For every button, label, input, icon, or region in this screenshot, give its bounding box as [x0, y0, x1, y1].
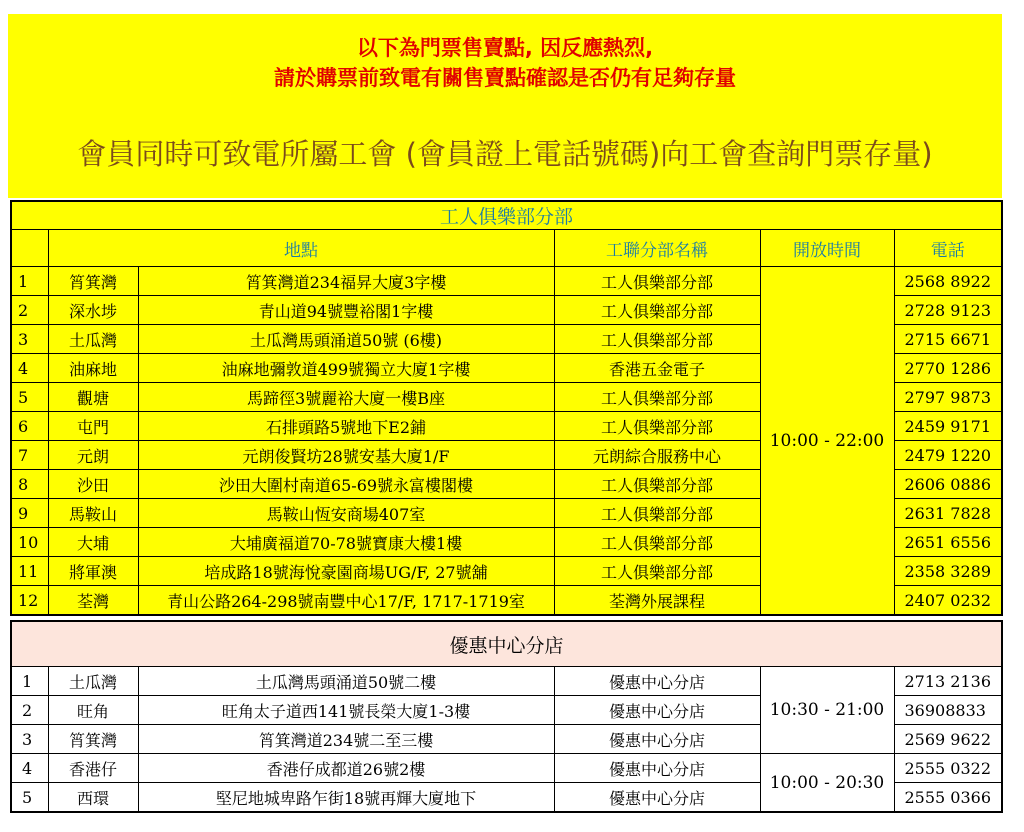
district-cell: 土瓜灣	[48, 325, 138, 354]
address-cell: 青山公路264-298號南豐中心17/F, 1717-1719室	[138, 586, 554, 616]
opening-hours-cell: 10:30 - 21:00	[760, 667, 894, 754]
district-cell: 油麻地	[48, 354, 138, 383]
phone-cell: 2770 1286	[894, 354, 1002, 383]
discount-section-title: 優惠中心分店	[11, 621, 1002, 667]
phone-cell: 2555 0366	[894, 783, 1002, 813]
branch-cell: 工人俱樂部分部	[554, 528, 760, 557]
row-number: 12	[11, 586, 48, 616]
row-number: 2	[11, 696, 48, 725]
table-row	[11, 667, 1002, 696]
club-branches-table	[10, 200, 1003, 616]
address-cell: 筲箕灣道234號二至三樓	[138, 725, 554, 754]
phone-cell: 2555 0322	[894, 754, 1002, 783]
opening-hours-cell: 10:00 - 20:30	[760, 754, 894, 813]
district-cell: 荃灣	[48, 586, 138, 616]
branch-cell: 工人俱樂部分部	[554, 470, 760, 499]
opening-hours-cell: 10:00 - 22:00	[760, 267, 894, 616]
notice-line-2: 請於購票前致電有關售賣點確認是否仍有足夠存量	[274, 66, 736, 90]
notice-banner	[8, 14, 1002, 198]
branch-cell: 優惠中心分店	[554, 667, 760, 696]
district-cell: 將軍澳	[48, 557, 138, 586]
address-cell: 青山道94號豐裕閣1字樓	[138, 296, 554, 325]
club-section-title: 工人俱樂部分部	[11, 201, 1002, 230]
branch-cell: 工人俱樂部分部	[554, 296, 760, 325]
address-cell: 油麻地彌敦道499號獨立大廈1字樓	[138, 354, 554, 383]
row-number: 10	[11, 528, 48, 557]
row-number: 5	[11, 383, 48, 412]
address-cell: 香港仔成都道26號2樓	[138, 754, 554, 783]
notice-headline: 會員同時可致電所屬工會 (會員證上電話號碼)向工會查詢門票存量)	[77, 137, 933, 171]
row-number: 2	[11, 296, 48, 325]
branch-cell: 荃灣外展課程	[554, 586, 760, 616]
address-cell: 堅尼地城卑路乍街18號再輝大廈地下	[138, 783, 554, 813]
phone-cell: 2407 0232	[894, 586, 1002, 616]
phone-cell: 2797 9873	[894, 383, 1002, 412]
row-number: 3	[11, 325, 48, 354]
phone-cell: 2715 6671	[894, 325, 1002, 354]
phone-cell: 2459 9171	[894, 412, 1002, 441]
header-phone: 電話	[894, 230, 1002, 267]
district-cell: 西環	[48, 783, 138, 813]
district-cell: 沙田	[48, 470, 138, 499]
row-number: 4	[11, 354, 48, 383]
row-number: 1	[11, 667, 48, 696]
district-cell: 觀塘	[48, 383, 138, 412]
row-number: 9	[11, 499, 48, 528]
row-number: 1	[11, 267, 48, 296]
row-number: 6	[11, 412, 48, 441]
branch-cell: 優惠中心分店	[554, 754, 760, 783]
branch-cell: 優惠中心分店	[554, 696, 760, 725]
district-cell: 土瓜灣	[48, 667, 138, 696]
phone-cell: 2606 0886	[894, 470, 1002, 499]
district-cell: 深水埗	[48, 296, 138, 325]
branch-cell: 工人俱樂部分部	[554, 325, 760, 354]
address-cell: 土瓜灣馬頭涌道50號 (6樓)	[138, 325, 554, 354]
district-cell: 香港仔	[48, 754, 138, 783]
address-cell: 大埔廣福道70-78號寶康大樓1樓	[138, 528, 554, 557]
branch-cell: 元朗綜合服務中心	[554, 441, 760, 470]
phone-cell: 2479 1220	[894, 441, 1002, 470]
district-cell: 旺角	[48, 696, 138, 725]
address-cell: 沙田大圍村南道65-69號永富樓閣樓	[138, 470, 554, 499]
address-cell: 馬鞍山恆安商場407室	[138, 499, 554, 528]
phone-cell: 2713 2136	[894, 667, 1002, 696]
branch-cell: 工人俱樂部分部	[554, 267, 760, 296]
district-cell: 馬鞍山	[48, 499, 138, 528]
address-cell: 筲箕灣道234福昇大廈3字樓	[138, 267, 554, 296]
header-branch: 工聯分部名稱	[554, 230, 760, 267]
branch-cell: 工人俱樂部分部	[554, 412, 760, 441]
row-number: 8	[11, 470, 48, 499]
district-cell: 元朗	[48, 441, 138, 470]
phone-cell: 2358 3289	[894, 557, 1002, 586]
branch-cell: 優惠中心分店	[554, 725, 760, 754]
phone-cell: 2728 9123	[894, 296, 1002, 325]
table-row	[11, 267, 1002, 296]
address-cell: 旺角太子道西141號長榮大廈1-3樓	[138, 696, 554, 725]
branch-cell: 工人俱樂部分部	[554, 499, 760, 528]
phone-cell: 2568 8922	[894, 267, 1002, 296]
row-number: 3	[11, 725, 48, 754]
phone-cell: 2569 9622	[894, 725, 1002, 754]
table-row	[11, 754, 1002, 783]
header-location: 地點	[48, 230, 554, 267]
notice-line-1: 以下為門票售賣點, 因反應熱烈,	[356, 36, 654, 60]
district-cell: 筲箕灣	[48, 725, 138, 754]
discount-centre-table	[10, 620, 1003, 813]
branch-cell: 香港五金電子	[554, 354, 760, 383]
branch-cell: 優惠中心分店	[554, 783, 760, 813]
branch-cell: 工人俱樂部分部	[554, 557, 760, 586]
row-number: 4	[11, 754, 48, 783]
address-cell: 石排頭路5號地下E2鋪	[138, 412, 554, 441]
row-number: 5	[11, 783, 48, 813]
header-number-blank	[11, 230, 48, 267]
address-cell: 元朗俊賢坊28號安基大廈1/F	[138, 441, 554, 470]
header-hours: 開放時間	[760, 230, 894, 267]
row-number: 7	[11, 441, 48, 470]
district-cell: 大埔	[48, 528, 138, 557]
phone-cell: 36908833	[894, 696, 1002, 725]
phone-cell: 2631 7828	[894, 499, 1002, 528]
district-cell: 屯門	[48, 412, 138, 441]
address-cell: 馬蹄徑3號麗裕大廈一樓B座	[138, 383, 554, 412]
branch-cell: 工人俱樂部分部	[554, 383, 760, 412]
district-cell: 筲箕灣	[48, 267, 138, 296]
phone-cell: 2651 6556	[894, 528, 1002, 557]
address-cell: 土瓜灣馬頭涌道50號二樓	[138, 667, 554, 696]
row-number: 11	[11, 557, 48, 586]
address-cell: 培成路18號海悅豪園商場UG/F, 27號舖	[138, 557, 554, 586]
